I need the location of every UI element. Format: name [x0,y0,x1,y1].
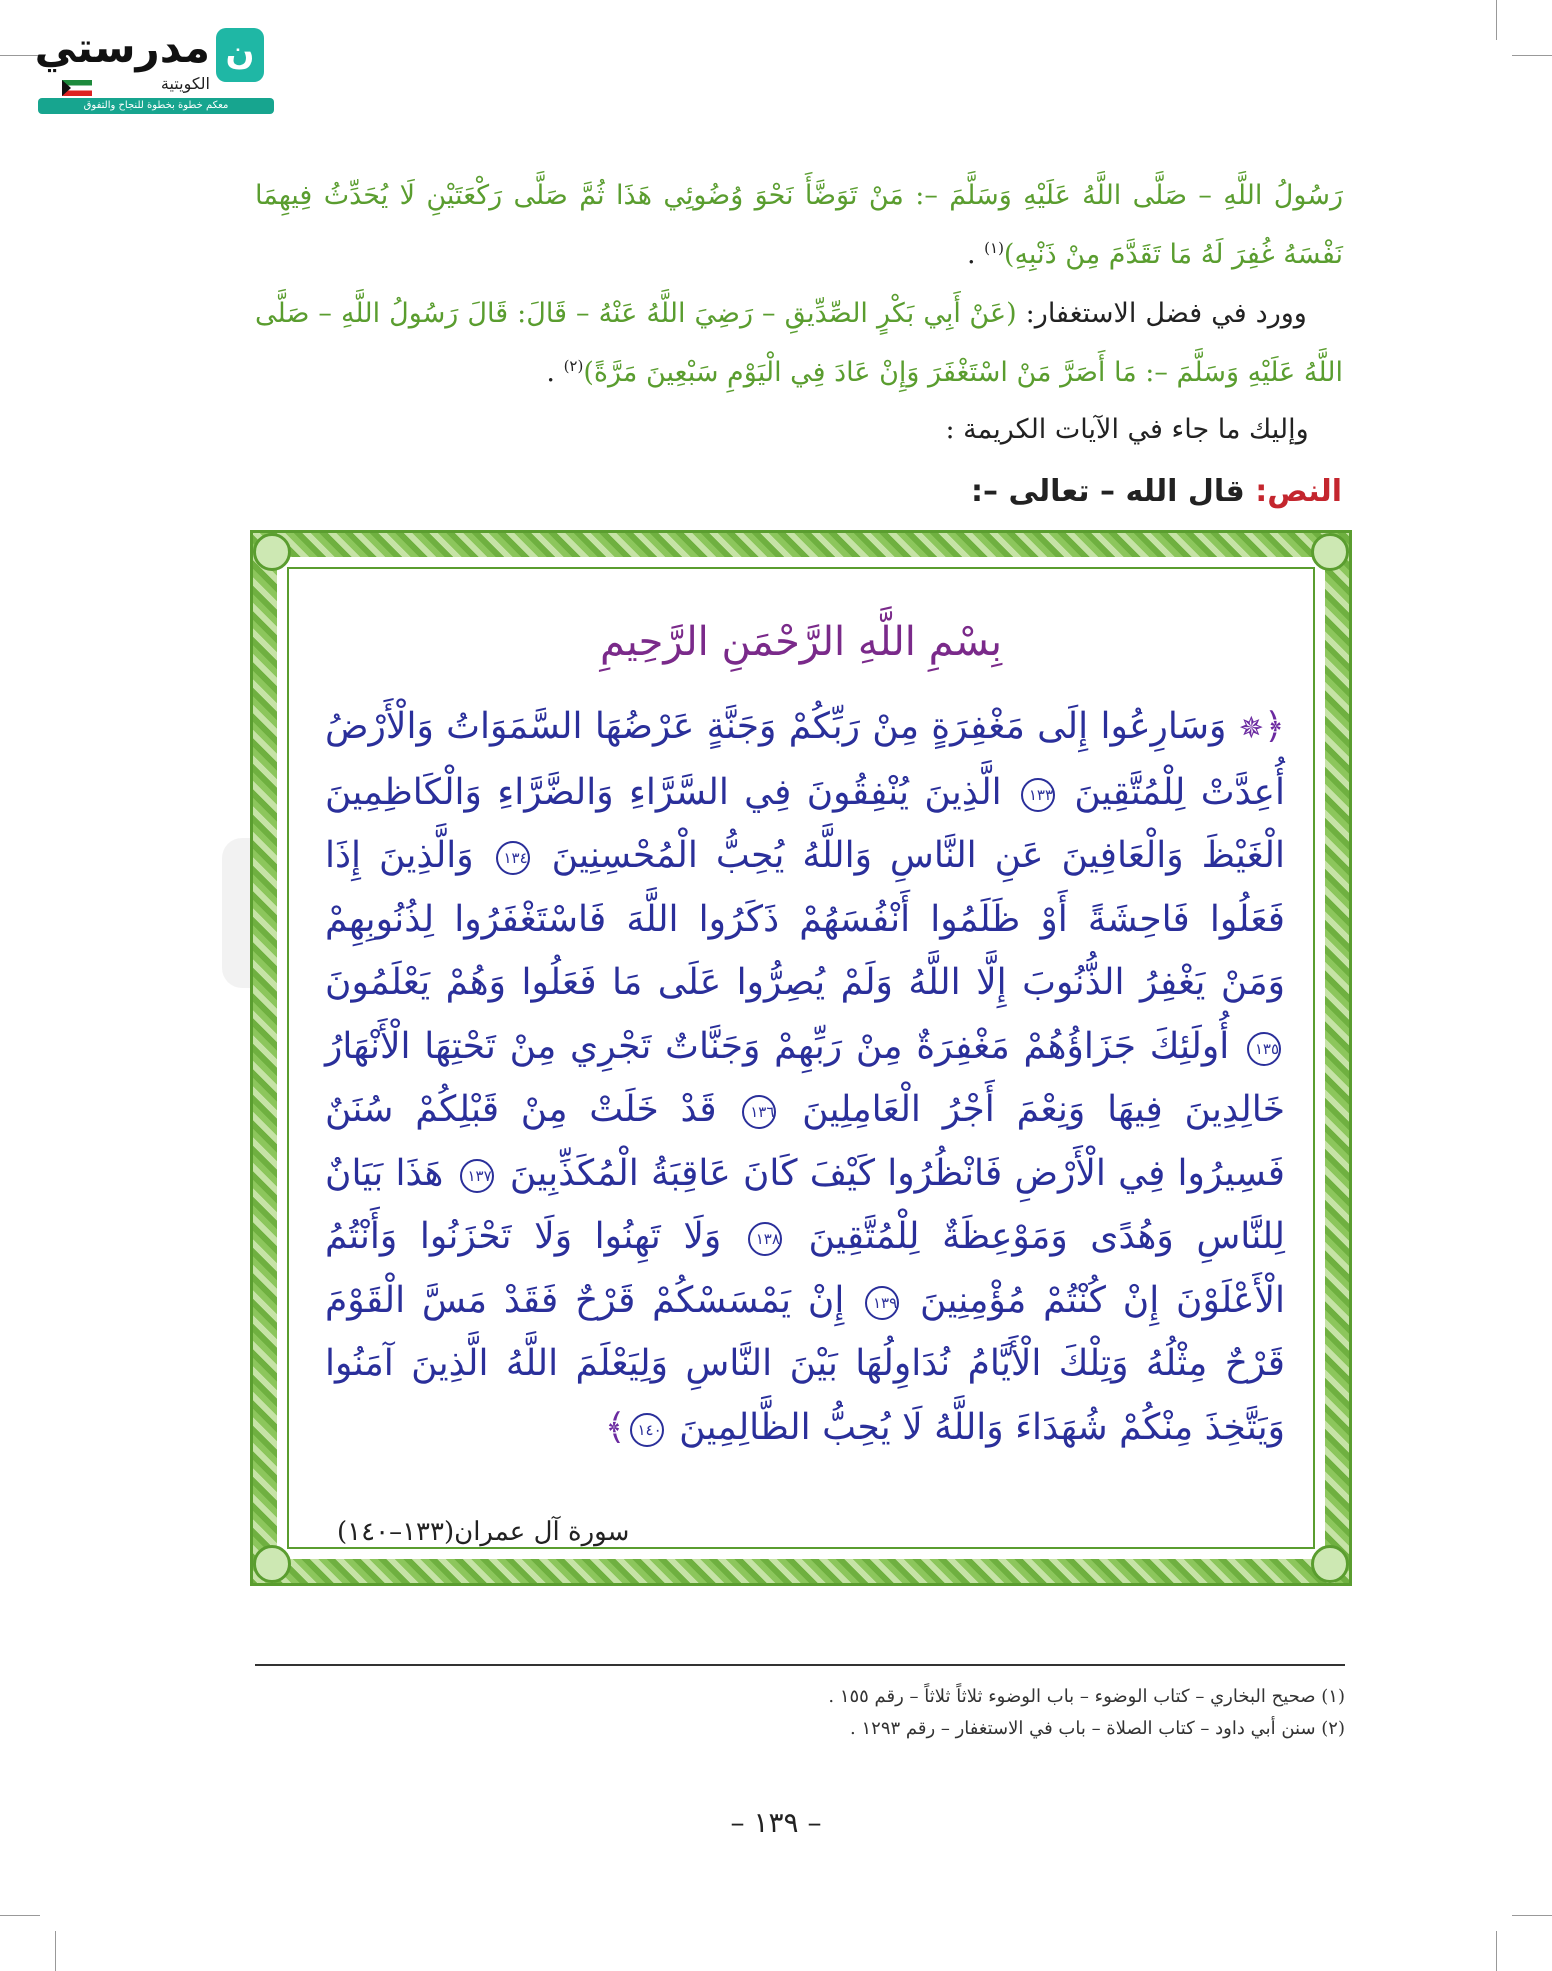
logo-subtitle: الكويتية [160,74,210,93]
verse-number-marker: ١٣٦ [742,1095,776,1129]
crop-mark [1512,55,1552,56]
verse-number-marker: ١٣٩ [865,1286,899,1320]
period: . [546,357,564,388]
hadith-paragraph-1 [255,170,1343,281]
footnote-divider [255,1664,1345,1666]
verse-number-marker: ١٣٨ [748,1222,782,1256]
frame-corner-ornament [253,533,291,571]
hadith-text-2: (عَنْ أَبِي بَكْرٍ الصِّدِّيقِ – رَضِيَ اللَّهُ عَنْهُ – قَالَ: قَالَ رَسُولُ اللَّهِ – صَلَّى اللَّهُ عَلَيْهِ وَسَلَّمَ –: مَا أَصَرَّ مَنْ اسْتَغْفَرَ وَإِنْ عَادَ فِي الْيَوْمِ سَبْعِينَ مَرَّةً) [255,298,1343,388]
istighfar-intro: وورد في فضل الاستغفار: [1016,298,1307,329]
verse-text: أُولَئِكَ جَزَاؤُهُمْ مَغْفِرَةٌ مِنْ رَبِّهِمْ وَجَنَّاتٌ تَجْرِي مِنْ تَحْتِهَا الْأَنْهَارُ خَالِدِينَ فِيهَا وَنِعْمَ أَجْرُ الْعَامِلِينَ [325,1025,1285,1131]
close-bracket: ﴾ [604,1406,626,1448]
frame-corner-ornament [1311,1545,1349,1583]
verse-text: قَدْ خَلَتْ مِنْ قَبْلِكُمْ سُنَنٌ فَسِيرُوا فِي الْأَرْضِ فَانْظُرُوا كَيْفَ كَانَ عَاقِبَةُ الْمُكَذِّبِينَ [325,1089,1285,1194]
frame-corner-ornament [1311,533,1349,571]
kuwait-flag-icon [62,80,92,96]
crop-mark [1496,0,1497,40]
verses-intro-text: وإليك ما جاء في الآيات الكريمة : [945,414,1309,445]
crop-mark [1512,1915,1552,1916]
site-logo[interactable] [34,22,274,116]
hadith-text-1: رَسُولُ اللَّهِ – صَلَّى اللَّهُ عَلَيْهِ وَسَلَّمَ –: مَنْ تَوَضَّأَ نَحْوَ وُضُوئِي هَذَا ثُمَّ صَلَّى رَكْعَتَيْنِ لَا يُحَدِّثُ فِيهِمَا نَفْسَهُ غُفِرَ لَهُ مَا تَقَدَّمَ مِنْ ذَنْبِهِ) [255,180,1343,270]
open-bracket: ﴿ [1263,706,1285,747]
footnote-2: (٢) سنن أبي داود – كتاب الصلاة – باب في الاستغفار – رقم ١٢٩٣ . [850,1718,1345,1739]
hadith-paragraph-2 [255,288,1343,399]
footnote-ref-2: (٢) [563,357,584,375]
verse-text: هَذَا بَيَانٌ لِلنَّاسِ وَهُدًى وَمَوْعِظَةٌ لِلْمُتَّقِينَ [325,1152,1285,1258]
logo-mark-icon: ن [216,28,264,82]
logo-tagline: معكم خطوة بخطوة للنجاح والتفوق [38,98,274,114]
period: . [966,239,985,270]
verse-text: وَلَا تَهِنُوا وَلَا تَحْزَنُوا وَأَنْتُمُ الْأَعْلَوْنَ إِنْ كُنْتُمْ مُؤْمِنِينَ [325,1216,1285,1321]
page-number: – ١٣٩ – [730,1806,822,1839]
footnote-1: (١) صحيح البخاري – كتاب الوضوء – باب الوضوء ثلاثاً ثلاثاً – رقم ١٥٥ . [828,1686,1345,1707]
section-heading [254,474,1342,509]
basmala: بِسْمِ اللَّهِ الرَّحْمَنِ الرَّحِيمِ [599,619,1003,665]
quran-verses [325,695,1285,1459]
logo-name: مدرستي [34,23,210,72]
verse-text: إِنْ يَمْسَسْكُمْ قَرْحٌ فَقَدْ مَسَّ الْقَوْمَ قَرْحٌ مِثْلُهُ وَتِلْكَ الْأَيَّامُ نُدَاوِلُهَا بَيْنَ النَّاسِ وَلِيَعْلَمَ اللَّهُ الَّذِينَ آمَنُوا وَيَتَّخِذَ مِنْكُمْ شُهَدَاءَ وَاللَّهُ لَا يُحِبُّ الظَّالِمِينَ [325,1279,1286,1448]
verse-number-marker: ١٣٧ [460,1159,494,1193]
verse-number-marker: ١٣٣ [1021,778,1055,812]
verse-number-marker: ١٣٤ [496,841,530,875]
crop-mark [1496,1931,1497,1971]
crop-mark [0,1915,40,1916]
heading-label: النص: [1255,474,1342,509]
crop-mark [55,1931,56,1971]
verse-number-marker: ١٣٥ [1247,1032,1281,1066]
ornament-star-icon: ✵ [1238,711,1264,747]
verse-text: الَّذِينَ يُنْفِقُونَ فِي السَّرَّاءِ وَالضَّرَّاءِ وَالْكَاظِمِينَ الْغَيْظَ وَالْعَافِينَ عَنِ النَّاسِ وَاللَّهُ يُحِبُّ الْمُحْسِنِينَ [325,771,1285,877]
verse-text: وَسَارِعُوا إِلَى مَغْفِرَةٍ مِنْ رَبِّكُمْ وَجَنَّةٍ عَرْضُهَا السَّمَوَاتُ وَالْأَرْضُ أُعِدَّتْ لِلْمُتَّقِينَ [325,706,1285,813]
frame-corner-ornament [253,1545,291,1583]
surah-reference: سورة آل عمران(١٣٣–١٤٠) [337,1517,630,1547]
footnote-ref-1: (١) [984,239,1004,257]
heading-text: قال الله – تعالى –: [971,474,1256,509]
verse-number-marker: ١٤٠ [630,1413,664,1447]
verses-intro [255,404,1343,456]
quran-frame [251,531,1351,1585]
verse-text: وَالَّذِينَ إِذَا فَعَلُوا فَاحِشَةً أَوْ ظَلَمُوا أَنْفُسَهُمْ ذَكَرُوا اللَّهَ فَاسْتَغْفَرُوا لِذُنُوبِهِمْ وَمَنْ يَغْفِرُ الذُّنُوبَ إِلَّا اللَّهُ وَلَمْ يُصِرُّوا عَلَى مَا فَعَلُوا وَهُمْ يَعْلَمُونَ [325,835,1285,1004]
